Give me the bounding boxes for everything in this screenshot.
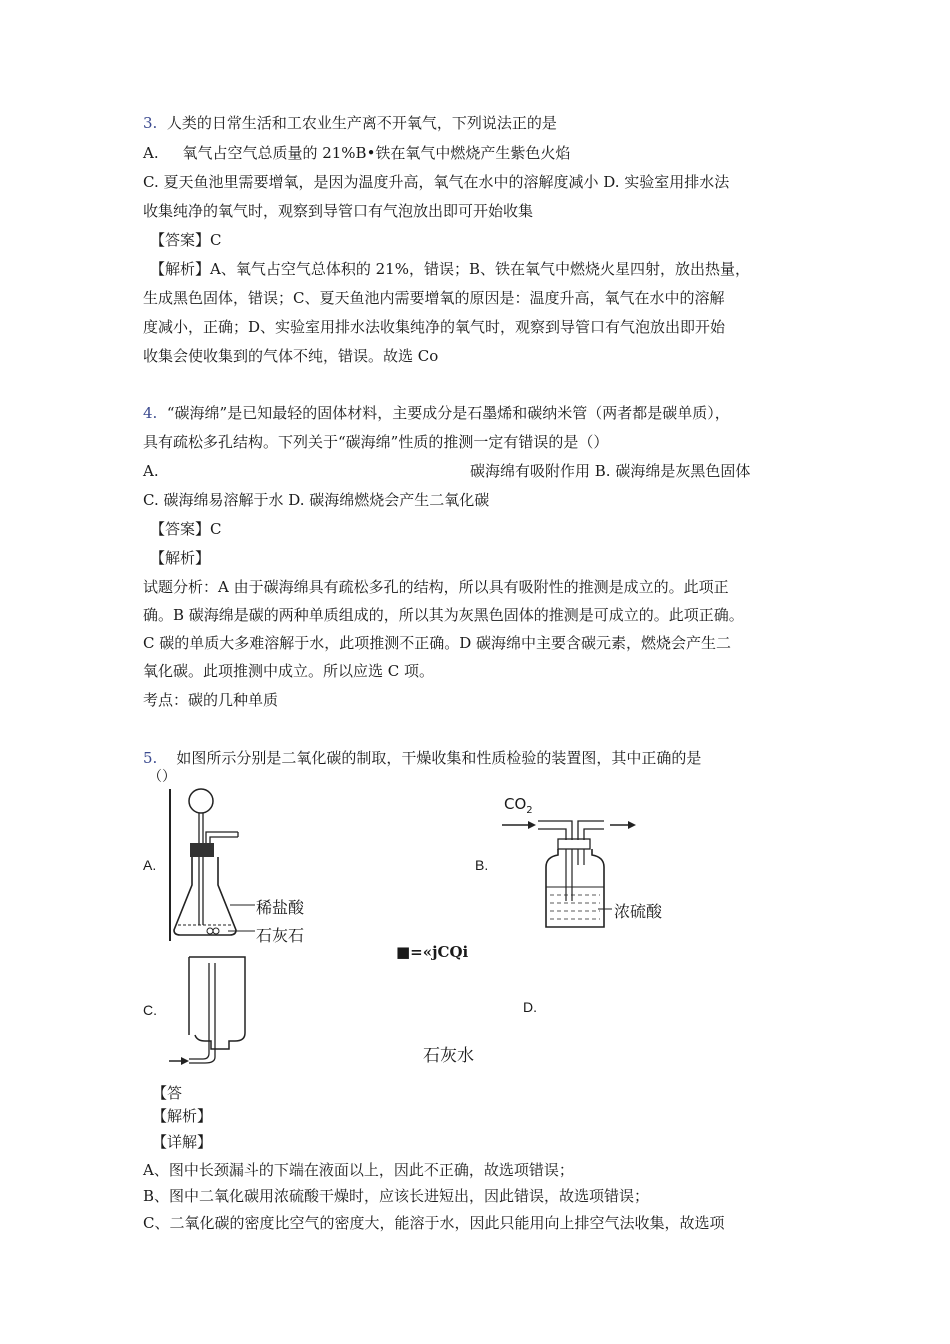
q4-analysis-head: 【解析】 <box>150 549 211 567</box>
q3-number: 3. <box>143 114 158 132</box>
collecting-bottle <box>189 957 245 1049</box>
q5-stem-line <box>143 748 701 768</box>
q5-answer-partial: 【答 <box>152 1084 183 1102</box>
q4-option-a-b: 碳海绵有吸附作用 B. 碳海绵是灰黑色固体 <box>470 462 751 480</box>
label-limestone: 石灰石 <box>256 926 305 945</box>
inlet-tube <box>189 1053 209 1059</box>
q3-analysis-line: 【解析】A、氧气占空气总体积的 21%，错误；B、铁在氧气中燃烧火星四射，放出热量， <box>150 260 750 278</box>
q4-analysis-line: 氧化碳。此项推测中成立。所以应选 C 项。 <box>143 662 435 680</box>
q4-option-c-d: C. 碳海绵易溶解于水 D. 碳海绵燃烧会产生二氧化碳 <box>143 491 490 509</box>
q3-analysis-line: 生成黑色固体，错误；C、夏天鱼池内需要增氧的原因是：温度升高，氧气在水中的溶解 <box>143 289 725 307</box>
q5-detail-line: A、图中长颈漏斗的下端在液面以上，因此不正确，故选项错误； <box>143 1161 574 1179</box>
q3-analysis-line: 收集会使收集到的气体不纯，错误。故选 Co <box>143 347 439 365</box>
q5-label-a: A. <box>143 857 157 873</box>
q5-analysis-head: 【解析】 <box>152 1107 213 1125</box>
figure-c-gas-collection <box>165 955 255 1065</box>
q3-answer: 【答案】C <box>150 231 222 249</box>
q4-stem-cont: 具有疏松多孔结构。下列关于“碳海绵”性质的推测一定有错误的是（） <box>143 433 609 451</box>
q4-stem: “碳海绵”是已知最轻的固体材料，主要成分是石墨烯和碳纳米管（两者都是碳单质）， <box>166 404 730 422</box>
q5-detail-head: 【详解】 <box>152 1133 213 1151</box>
q4-number: 4. <box>143 404 158 422</box>
q5-detail-line: B、图中二氧化碳用浓硫酸干燥时，应该长进短出，因此错误，故选项错误； <box>143 1187 650 1205</box>
q5-paren: （） <box>148 769 176 785</box>
label-limewater: 石灰水 <box>423 1046 474 1066</box>
stopper <box>190 843 214 857</box>
co2-text: CO <box>504 795 527 813</box>
co2-subscript: 2 <box>526 805 533 816</box>
q5-label-c: C. <box>143 1002 157 1018</box>
q5-label-d: D. <box>523 999 537 1015</box>
q5-detail-line: C、二氧化碳的密度比空气的密度大，能溶于水，因此只能用向上排空气法收集，故选项 <box>143 1214 725 1232</box>
q4-analysis-line: 试题分析：A 由于碳海绵具有疏松多孔的结构，所以具有吸附性的推测是成立的。此项正 <box>143 578 729 596</box>
figure-a-flask-apparatus <box>160 785 320 945</box>
q5-stem: 如图所示分别是二氧化碳的制取，干燥收集和性质检验的装置图，其中正确的是 <box>176 749 702 767</box>
q5-label-b: B. <box>475 857 489 873</box>
q5-number: 5. <box>143 749 158 767</box>
wash-bottle <box>546 849 604 927</box>
label-co2 <box>504 795 533 816</box>
conical-flask <box>174 857 236 935</box>
label-conc-h2so4: 浓硫酸 <box>614 902 663 921</box>
q3-option-d-cont: 收集纯净的氧气时，观察到导管口有气泡放出即可开始收集 <box>143 202 534 220</box>
stopper <box>558 839 590 849</box>
q3-option-c-d: C. 夏天鱼池里需要增氧，是因为温度升高，氧气在水中的溶解度减小 D. 实验室用排水法 <box>143 173 730 191</box>
q4-answer: 【答案】C <box>150 520 222 538</box>
funnel-bulb <box>189 789 213 813</box>
q3-option-a-b: A. 氧气占空气总质量的 21%B•铁在氧气中燃烧产生紫色火焰 <box>143 144 571 162</box>
q3-stem-line <box>143 113 557 133</box>
q4-knowledge-point: 考点：碳的几种单质 <box>143 691 279 709</box>
q3-analysis-line: 度减小，正确；D、实验室用排水法收集纯净的氧气时，观察到导管口有气泡放出即开始 <box>143 318 726 336</box>
q4-stem-line <box>143 403 730 423</box>
q3-stem: 人类的日常生活和工农业生产离不开氧气，下列说法正的是 <box>166 114 557 132</box>
q4-analysis-line: 确。B 碳海绵是碳的两种单质组成的，所以其为灰黑色固体的推测是可成立的。此项正确。 <box>143 606 744 624</box>
q4-analysis-line: C 碳的单质大多难溶解于水，此项推测不正确。D 碳海绵中主要含碳元素，燃烧会产生二 <box>143 634 732 652</box>
garbled-caption: ■=«jCQi <box>396 943 469 961</box>
q4-option-a-label: A. <box>143 462 159 480</box>
label-dilute-hcl: 稀盐酸 <box>256 898 305 917</box>
